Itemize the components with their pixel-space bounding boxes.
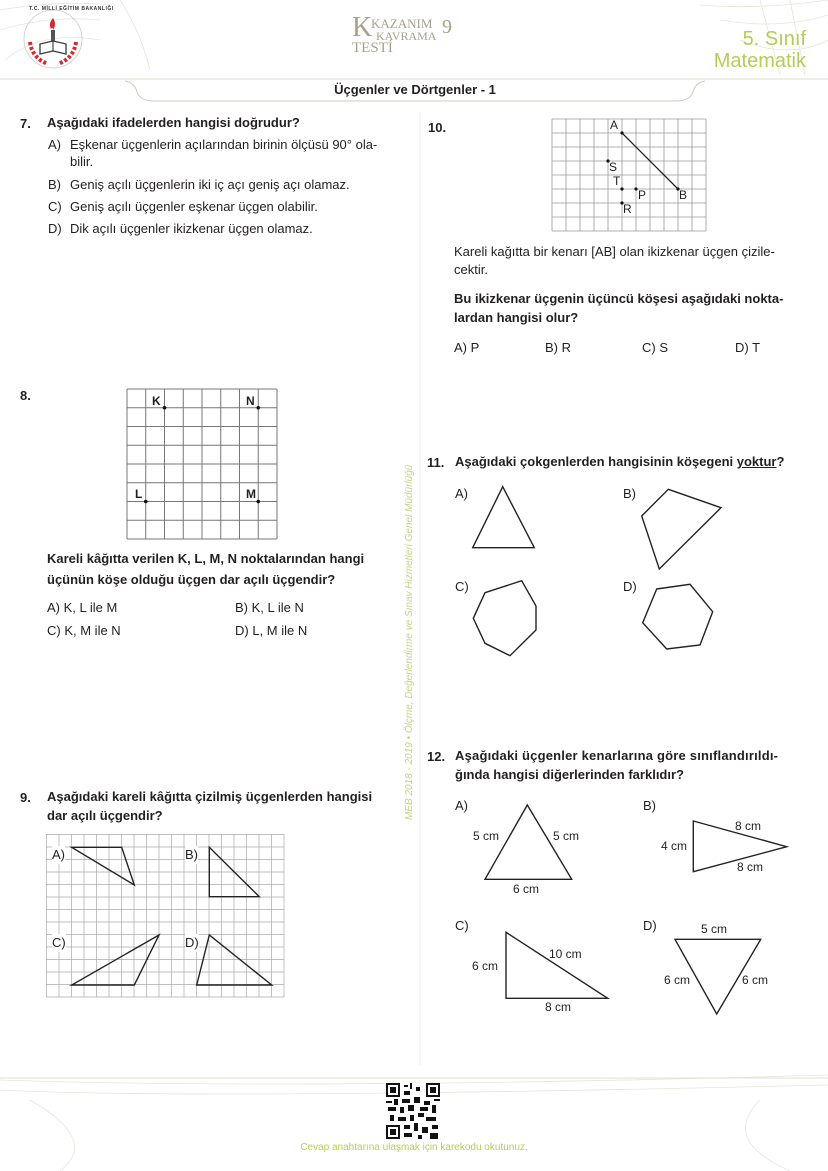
side-label: 8 cm xyxy=(737,860,764,874)
question-number: 10. xyxy=(428,120,447,135)
question-stem-2: üçünün köşe olduğu üçgen dar açılı üçgendir? xyxy=(47,572,336,587)
scalene-triangle-c xyxy=(506,932,608,998)
option-c-label[interactable]: C) xyxy=(52,935,66,950)
question-stem: Bu ikizkenar üçgenin üçüncü köşesi aşağıdaki nokta- xyxy=(454,291,784,306)
series-number: 9 xyxy=(442,16,452,38)
question-text: Kareli kağıtta bir kenarı [AB] olan ikizkenar üçgen çizile- xyxy=(454,244,775,259)
side-label: 5 cm xyxy=(701,922,728,936)
subject-label: Matematik xyxy=(713,50,806,72)
side-label: 8 cm xyxy=(735,819,762,833)
option-a[interactable]: A) P xyxy=(454,340,480,355)
question-number: 8. xyxy=(20,388,31,403)
side-label: 10 cm xyxy=(549,947,582,961)
option-b-label[interactable]: B) xyxy=(643,798,656,813)
question-stem: Aşağıdaki ifadelerden hangisi doğrudur? xyxy=(47,115,300,130)
series-line2: KAVRAMA xyxy=(376,29,437,43)
option-d[interactable]: D) T xyxy=(735,340,761,355)
meb-logo-icon xyxy=(22,8,84,70)
option-d-label[interactable]: D) xyxy=(643,918,657,933)
point-label-l: L xyxy=(135,487,143,501)
option-a-label[interactable]: A) xyxy=(455,798,468,813)
side-label: 5 cm xyxy=(473,829,500,843)
heptagon-shape xyxy=(473,581,536,656)
point-label-s: S xyxy=(609,160,618,174)
point-label-t: T xyxy=(613,174,621,188)
point-label-n: N xyxy=(246,394,255,408)
option-b-label[interactable]: B) xyxy=(185,847,198,862)
option-c[interactable]: C) S xyxy=(642,340,669,355)
side-label: 6 cm xyxy=(472,959,499,973)
point-label-p: P xyxy=(638,188,647,202)
grid-figure-klmn xyxy=(125,387,281,543)
side-label: 6 cm xyxy=(742,973,769,987)
quadrilateral-shape xyxy=(642,489,721,569)
option-a[interactable]: A) Eşkenar üçgenlerin açılarından birinin ölçüsü 90° ola- xyxy=(48,137,378,152)
qr-code-icon[interactable] xyxy=(386,1083,440,1139)
option-a-continued: bilir. xyxy=(70,154,94,169)
question-stem-2: ğında hangisi diğerlerinden farklıdır? xyxy=(455,767,684,782)
topic-title: Üçgenler ve Dörtgenler - 1 xyxy=(334,82,496,97)
question-number: 12. xyxy=(427,749,446,764)
option-c[interactable]: C) K, M ile N xyxy=(47,623,121,638)
question-number: 9. xyxy=(20,790,31,805)
option-b-label[interactable]: B) xyxy=(623,486,636,501)
hexagon-shape xyxy=(643,584,713,649)
triangle-c-shape xyxy=(72,935,159,985)
option-d[interactable]: D) Dik açılı üçgenler ikizkenar üçgen olamaz. xyxy=(48,221,313,236)
logo-text: T.C. MİLLİ EĞİTİM BAKANLIĞI xyxy=(29,6,114,12)
option-c-label[interactable]: C) xyxy=(455,918,469,933)
option-a-label[interactable]: A) xyxy=(52,847,65,862)
option-b[interactable]: B) Geniş açılı üçgenlerin iki iç açı geniş açı olamaz. xyxy=(48,177,350,192)
side-label: 5 cm xyxy=(553,829,580,843)
option-b[interactable]: B) K, L ile N xyxy=(235,600,304,615)
series-line3: TESTİ xyxy=(352,40,393,56)
grid-figure-ab xyxy=(550,116,710,234)
point-label-a: A xyxy=(610,118,619,132)
question-number: 11. xyxy=(427,455,445,470)
question-stem: Kareli kâğıtta verilen K, L, M, N noktalarından hangi xyxy=(47,551,365,566)
option-c-label[interactable]: C) xyxy=(455,579,469,594)
grid-figure-triangles xyxy=(46,834,286,998)
grade-label: 5. Sınıf xyxy=(742,28,806,50)
option-c[interactable]: C) Geniş açılı üçgenler eşkenar üçgen olabilir. xyxy=(48,199,318,214)
option-d-label[interactable]: D) xyxy=(623,579,637,594)
question-stem-2: dar açılı üçgendir? xyxy=(47,808,163,823)
side-vertical-text: MEB 2018 - 2019 • Ölçme, Değerlendirme ve Sınav Hizmetleri Genel Müdürlüğü xyxy=(404,464,415,820)
question-stem: Aşağıdaki kareli kâğıtta çizilmiş üçgenlerden hangisi xyxy=(47,789,373,804)
option-a-label[interactable]: A) xyxy=(455,486,468,501)
side-label: 6 cm xyxy=(513,882,540,896)
point-label-m: M xyxy=(246,487,256,501)
side-label: 4 cm xyxy=(661,839,688,853)
question-text-2: cektir. xyxy=(454,262,488,277)
option-d[interactable]: D) L, M ile N xyxy=(235,623,308,638)
point-label-b: B xyxy=(679,188,688,202)
question-number: 7. xyxy=(20,116,31,131)
point-label-k: K xyxy=(152,394,161,408)
option-a[interactable]: A) K, L ile M xyxy=(47,600,118,615)
point-label-r: R xyxy=(623,202,632,216)
side-label: 6 cm xyxy=(664,973,691,987)
question-stem: Aşağıdaki çokgenlerden hangisinin köşegeni yoktur? xyxy=(455,454,785,469)
option-b[interactable]: B) R xyxy=(545,340,572,355)
option-d-label[interactable]: D) xyxy=(185,935,199,950)
triangle-shape xyxy=(473,487,535,548)
question-stem: Aşağıdaki üçgenler kenarlarına göre sınıflandırıldı- xyxy=(455,748,779,763)
series-line1: KAZANIM xyxy=(371,16,433,31)
question-stem-2: lardan hangisi olur? xyxy=(454,310,579,325)
side-label: 8 cm xyxy=(545,1000,572,1014)
footer-note: Cevap anahtarına ulaşmak için karekodu okutunuz. xyxy=(300,1142,528,1153)
triangle-a-shape xyxy=(72,847,135,885)
